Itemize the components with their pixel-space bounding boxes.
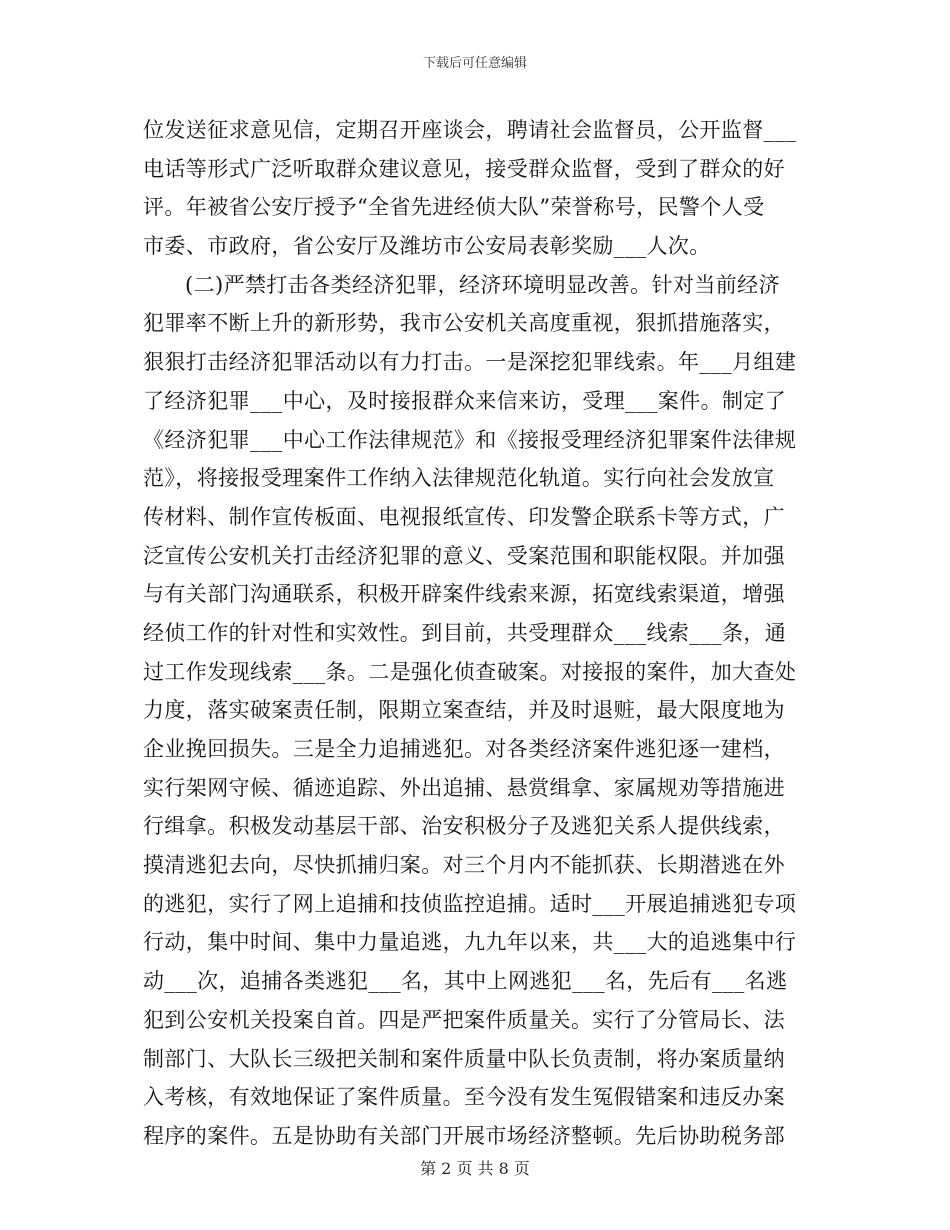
page-number: 第 2 页 共 8 页 bbox=[420, 1159, 530, 1178]
body-line: 电话等形式广泛听取群众建议意见，接受群众监督，受到了群众的好 bbox=[143, 156, 785, 181]
body-line: 力度，落实破案责任制，限期立案查结，并及时退赃，最大限度地为 bbox=[143, 698, 785, 723]
body-line: 制部门、大队长三级把关制和案件质量中队长负责制，将办案质量纳 bbox=[143, 1046, 785, 1071]
document-body bbox=[143, 111, 813, 1156]
body-line: 了经济犯罪___中心，及时接报群众来信来访，受理___案件。制定了 bbox=[143, 388, 787, 413]
body-line: 企业挽回损失。三是全力追捕逃犯。对各类经济案件逃犯逐一建档， bbox=[143, 737, 785, 761]
body-line: 与有关部门沟通联系，积极开辟案件线索来源，拓宽线索渠道，增强 bbox=[143, 582, 785, 607]
body-line: 犯到公安机关投案自首。四是严把案件质量关。实行了分管局长、法 bbox=[143, 1007, 785, 1032]
body-line: 摸清逃犯去向，尽快抓捕归案。对三个月内不能抓获、长期潜逃在外 bbox=[143, 853, 785, 878]
body-line: 位发送征求意见信，定期召开座谈会，聘请社会监督员，公开监督___ bbox=[143, 118, 797, 142]
page-header: 下载后可任意编辑 bbox=[422, 56, 527, 71]
body-line: 经侦工作的针对性和实效性。到目前，共受理群众___线索___条，通 bbox=[143, 620, 787, 645]
body-line: 范》，将接报受理案件工作纳入法律规范化轨道。实行向社会发放宣 bbox=[143, 466, 775, 491]
body-line: 泛宣传公安机关打击经济犯罪的意义、受案范围和职能权限。并加强 bbox=[143, 543, 785, 568]
body-line: 过工作发现线索___条。二是强化侦查破案。对接报的案件，加大查处 bbox=[143, 659, 797, 684]
body-line: 程序的案件。五是协助有关部门开展市场经济整顿。先后协助税务部 bbox=[143, 1123, 785, 1148]
body-line: 行动，集中时间、集中力量追逃，九九年以来，共___大的追逃集中行 bbox=[143, 930, 797, 955]
body-line: 动___次，追捕各类逃犯___名，其中上网逃犯___名，先后有___名逃 bbox=[143, 969, 788, 994]
body-line: 的逃犯，实行了网上追捕和技侦监控追捕。适时___开展追捕逃犯专项 bbox=[143, 891, 797, 916]
body-line: 狠狠打击经济犯罪活动以有力打击。一是深挖犯罪线索。年___月组建 bbox=[143, 350, 797, 375]
body-line: 犯罪率不断上升的新形势，我市公安机关高度重视，狠抓措施落实， bbox=[143, 311, 785, 336]
body-line: 实行架网守候、循迹追踪、外出追捕、悬赏缉拿、家属规劝等措施进 bbox=[143, 775, 785, 800]
body-line: 《经济犯罪___中心工作法律规范》和《接报受理经济犯罪案件法律规 bbox=[143, 427, 797, 452]
body-line: 传材料、制作宣传板面、电视报纸宣传、印发警企联系卡等方式，广 bbox=[143, 504, 785, 529]
paragraph-start-line: (二)严禁打击各类经济犯罪，经济环境明显改善。针对当前经济 bbox=[185, 272, 780, 297]
body-line: 评。年被省公安厅授予“全省先进经侦大队”荣誉称号，民警个人受 bbox=[143, 195, 765, 220]
body-line: 入考核，有效地保证了案件质量。至今没有发生冤假错案和违反办案 bbox=[143, 1085, 785, 1110]
body-line: 行缉拿。积极发动基层干部、治安积极分子及逃犯关系人提供线索， bbox=[143, 814, 785, 839]
body-line: 市委、市政府，省公安厅及潍坊市公安局表彰奖励___人次。 bbox=[143, 234, 711, 259]
